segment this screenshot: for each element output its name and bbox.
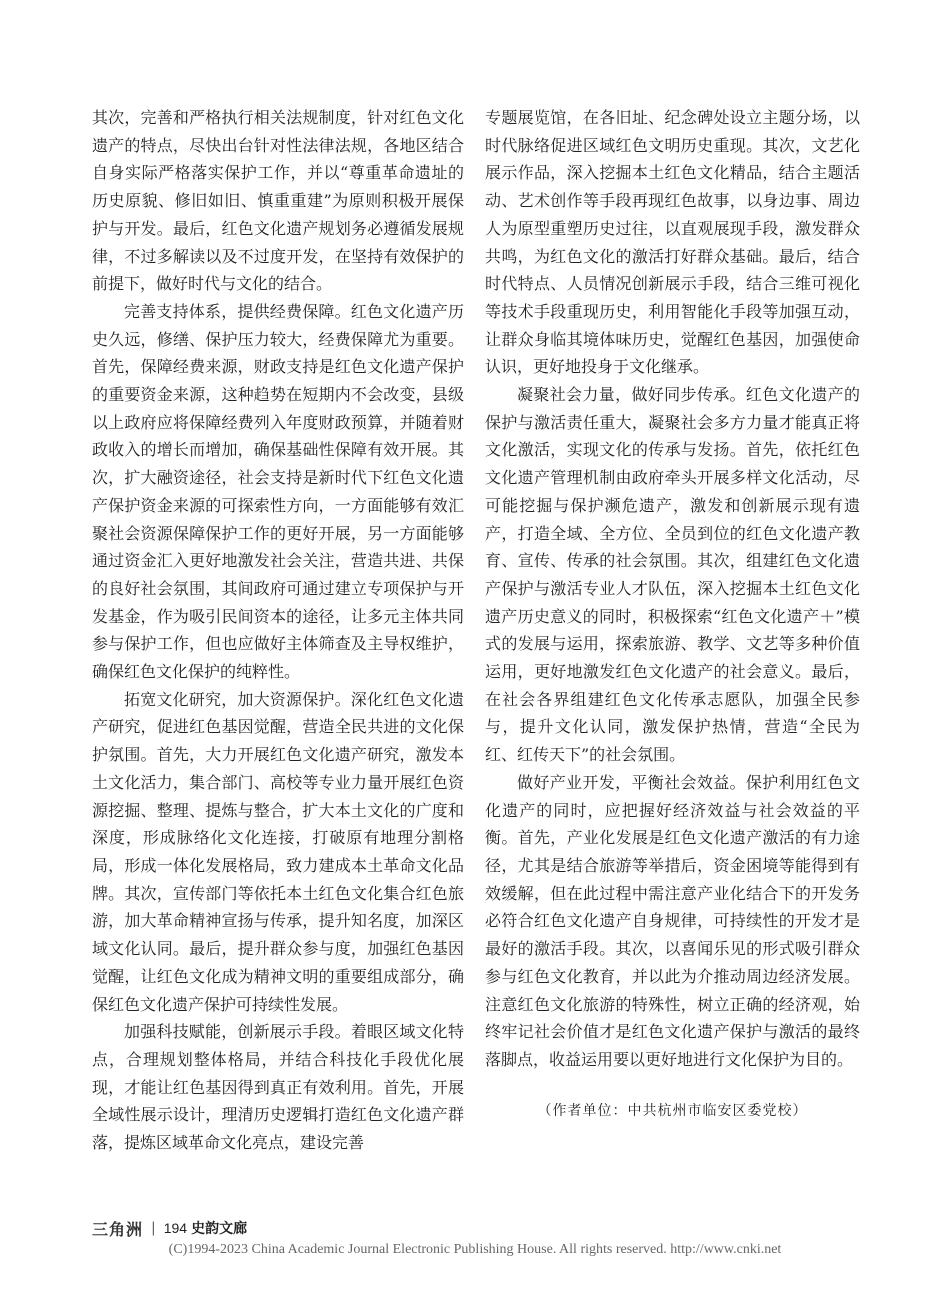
author-affiliation: （作者单位：中共杭州市临安区委党校） [537, 1103, 808, 1119]
paragraph: 专题展览馆，在各旧址、纪念碑处设立主题分场，以时代脉络促进区域红色文明历史重现。其次，文艺化展示作品，深入挖掘本土红色文化精品，结合主题活动、艺术创作等手段再现红色故事，以身边事、周边人为原型重塑历史过往，以直观展现手段，激发群众共鸣，为红色文化的激活打好群众基础。最后，结合时代特点、人员情况创新展示手段，结合三维可视化等技术手段重现历史，利用智能化手段等加强互动，让群众身临其境体味历史，觉醒红色基因，加强使命认识，更好地投身于文化继承。 [485, 108, 860, 377]
paragraph: 完善支持体系，提供经费保障。红色文化遗产历史久远，修缮、保护压力较大，经费保障尤为重要。首先，保障经费来源，财政支持是红色文化遗产保护的重要资金来源，这种趋势在短期内不会改变，县级以上政府应将保障经费列入年度财政预算，并随着财政收入的增长而增加，确保基础性保障有效开展。其次，扩大融资途径，社会支持是新时代下红色文化遗产保护资金来源的可探索性方向，一方面能够有效汇聚社会资源保障保护工作的更好开展，另一方面能够通过资金汇入更好地激发社会关注，营造共进、共保的良好社会氛围，其间政府可通过建立专项保护与开发基金，作为吸引民间资本的途径，让多元主体共同参与保护工作，但也应做好主体筛查及主导权维护，确保红色文化保护的纯粹性。 [92, 301, 464, 682]
footer-separator: | [151, 1220, 156, 1236]
paragraph: 凝聚社会力量，做好同步传承。红色文化遗产的保护与激活责任重大，凝聚社会多方力量才能真正将文化激活，实现文化的传承与发扬。首先，依托红色文化遗产管理机制由政府牵头开展多样文化活动，尽可能挖掘与保护濒危遗产，激发和创新展示现有遗产，打造全域、全方位、全员到位的红色文化遗产教育、宣传、传承的社会氛围。其次，组建红色文化遗产保护与激活专业人才队伍，深入挖掘本土红色文化遗产历史意义的同时，积极探索“红色文化遗产＋”模式的发展与运用，探索旅游、教学、文艺等多种价值运用，更好地激发红色文化遗产的社会意义。最后，在社会各界组建红色文化传承志愿队，加强全民参与，提升文化认同，激发保护热情，营造“全民为红、红传天下”的社会氛围。 [485, 385, 860, 765]
page-number: 194 [163, 1220, 188, 1236]
paragraph: 拓宽文化研究，加大资源保护。深化红色文化遗产研究，促进红色基因觉醒，营造全民共进的文化保护氛围。首先，大力开展红色文化遗产研究，激发本土文化活力，集合部门、高校等专业力量开展红色资源挖掘、整理、提炼与整合，扩大本土文化的广度和深度，形成脉络化文化连接，打破原有地理分割格局，形成一体化发展格局，致力建成本土革命文化品牌。其次，宣传部门等依托本土红色文化集合红色旅游，加大革命精神宣扬与传承，提升知名度，加深区域文化认同。最后，提升群众参与度，加强红色基因觉醒，让红色文化成为精神文明的重要组成部分，确保红色文化遗产保护可持续性发展。 [92, 689, 464, 1014]
paragraph: 做好产业开发，平衡社会效益。保护利用红色文化遗产的同时，应把握好经济效益与社会效益的平衡。首先，产业化发展是红色文化遗产激活的有力途径，尤其是结合旅游等举措后，资金困境等能得到有效缓解，但在此过程中需注意产业化结合下的开发务必符合红色文化遗产自身规律，可持续性的开发才是最好的激活手段。其次，以喜闻乐见的形式吸引群众参与红色文化教育，并以此为介推动周边经济发展。注意红色文化旅游的特殊性，树立正确的经济观，始终牢记社会价值才是红色文化遗产保护与激活的最终落脚点，收益运用要以更好地进行文化保护为目的。 [485, 772, 860, 1069]
right-column [485, 104, 860, 1074]
page-footer [92, 1216, 247, 1240]
journal-logo: 三角洲 [92, 1221, 144, 1239]
left-column [92, 104, 464, 1157]
journal-name: 史韵文廊 [191, 1221, 248, 1237]
copyright-notice: (C)1994-2023 China Academic Journal Electronic Publishing House. All rights reserved. http://www.cnki.net [168, 1242, 782, 1257]
paragraph: 加强科技赋能，创新展示手段。着眼区域文化特点，合理规划整体格局，并结合科技化手段优化展现，才能让红色基因得到真正有效利用。首先，开展全域性展示设计，理清历史逻辑打造红色文化遗产群落，提炼区域革命文化亮点，建设完善 [92, 1022, 464, 1153]
paragraph: 其次，完善和严格执行相关法规制度，针对红色文化遗产的特点，尽快出台针对性法律法规，各地区结合自身实际严格落实保护工作，并以“尊重革命遗址的历史原貌、修旧如旧、慎重重建”为原则积极开展保护与开发。最后，红色文化遗产规划务必遵循发展规律，不过多解读以及不过度开发，在坚持有效保护的前提下，做好时代与文化的结合。 [92, 108, 464, 294]
